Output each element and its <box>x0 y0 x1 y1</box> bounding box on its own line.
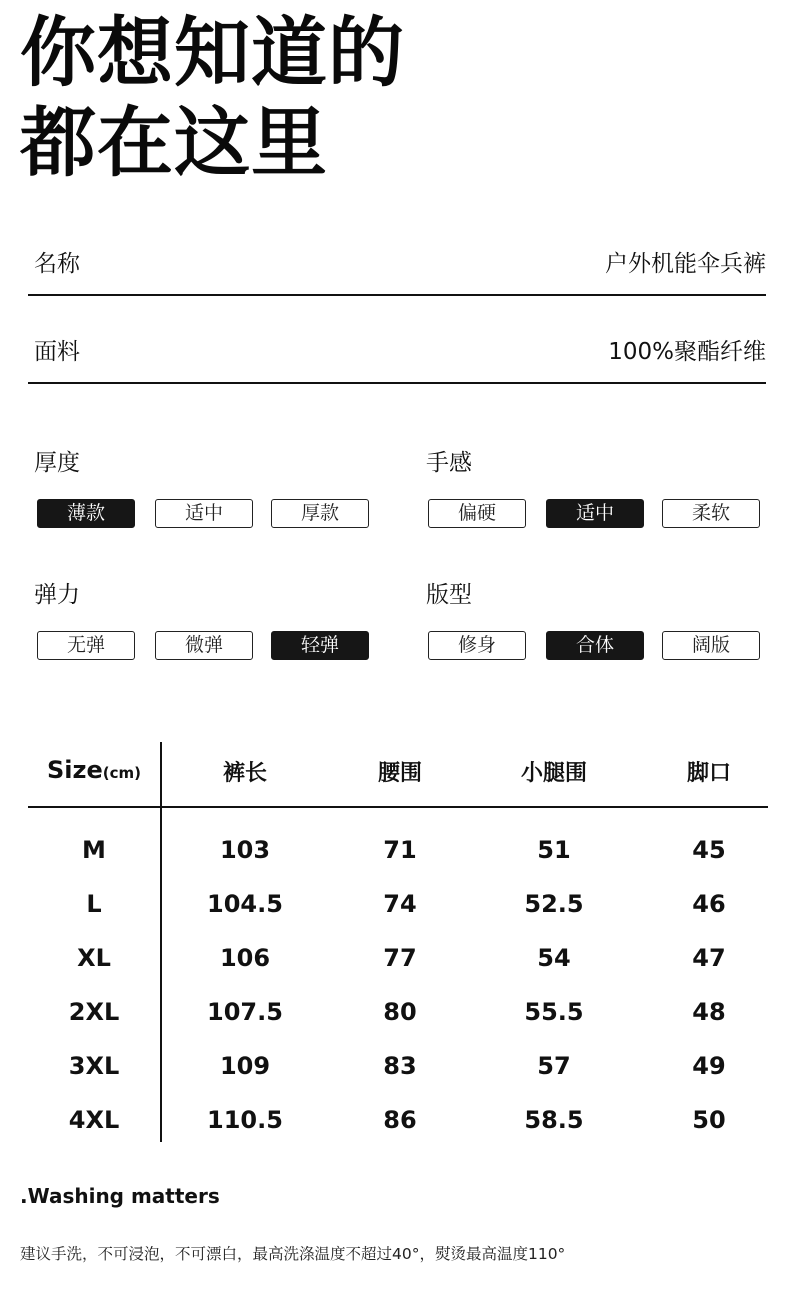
chip-thickness-0[interactable]: 薄款 <box>37 499 135 528</box>
attr-title-fit: 版型 <box>426 582 472 608</box>
hero-line-2: 都在这里 <box>20 98 328 187</box>
info-label: 面料 <box>34 339 80 365</box>
measure-cell: 71 <box>383 836 417 864</box>
measure-cell: 86 <box>383 1106 417 1134</box>
hero-title <box>20 8 405 188</box>
measure-cell: 103 <box>219 836 271 864</box>
size-cell: M <box>82 836 106 864</box>
info-value: 100%聚酯纤维 <box>608 339 766 365</box>
chip-fit-0[interactable]: 修身 <box>428 631 526 660</box>
column-header: 小腿围 <box>520 761 587 786</box>
measure-cell: 55.5 <box>524 998 584 1026</box>
size-cell: 4XL <box>68 1106 120 1134</box>
measure-cell: 46 <box>692 890 726 918</box>
chip-fit-2[interactable]: 阔版 <box>662 631 760 660</box>
chip-elasticity-1[interactable]: 微弹 <box>155 631 253 660</box>
size-label-text: Size <box>47 756 103 784</box>
column-header: 脚口 <box>686 761 731 786</box>
hero-line-1: 你想知道的 <box>20 8 405 97</box>
attr-title-elasticity: 弹力 <box>34 582 80 608</box>
measure-cell: 104.5 <box>207 890 283 918</box>
washing-title: .Washing matters <box>20 1184 220 1208</box>
measure-cell: 58.5 <box>524 1106 584 1134</box>
size-cell: 2XL <box>68 998 120 1026</box>
measure-cell: 47 <box>692 944 726 972</box>
measure-cell: 83 <box>383 1052 417 1080</box>
measure-cell: 54 <box>537 944 571 972</box>
chip-fit-1[interactable]: 合体 <box>546 631 644 660</box>
measure-cell: 48 <box>692 998 726 1026</box>
size-table-divider <box>160 742 162 1142</box>
size-unit-text: (cm) <box>102 764 141 782</box>
measure-cell: 77 <box>383 944 417 972</box>
info-label: 名称 <box>34 251 80 277</box>
size-cell: XL <box>77 944 111 972</box>
washing-instructions: 建议手洗，不可浸泡，不可漂白，最高洗涤温度不超过40°，熨烫最高温度110° <box>20 1245 566 1263</box>
chip-elasticity-2[interactable]: 轻弹 <box>271 631 369 660</box>
chip-feel-0[interactable]: 偏硬 <box>428 499 526 528</box>
measure-cell: 107.5 <box>207 998 283 1026</box>
info-row-name <box>28 236 766 296</box>
measure-cell: 57 <box>537 1052 571 1080</box>
chip-thickness-2[interactable]: 厚款 <box>271 499 369 528</box>
chip-feel-2[interactable]: 柔软 <box>662 499 760 528</box>
measure-cell: 74 <box>383 890 417 918</box>
measure-cell: 52.5 <box>524 890 584 918</box>
chip-thickness-1[interactable]: 适中 <box>155 499 253 528</box>
measure-cell: 110.5 <box>207 1106 283 1134</box>
measure-cell: 50 <box>692 1106 726 1134</box>
measure-cell: 106 <box>219 944 271 972</box>
measure-cell: 49 <box>692 1052 726 1080</box>
size-header-label <box>28 756 160 784</box>
info-value: 户外机能伞兵裤 <box>605 251 766 277</box>
chip-elasticity-0[interactable]: 无弹 <box>37 631 135 660</box>
info-row-fabric <box>28 324 766 384</box>
measure-cell: 51 <box>537 836 571 864</box>
size-cell: 3XL <box>68 1052 120 1080</box>
attr-title-thickness: 厚度 <box>34 450 80 476</box>
measure-cell: 45 <box>692 836 726 864</box>
size-cell: L <box>86 890 102 918</box>
measure-cell: 80 <box>383 998 417 1026</box>
chip-feel-1[interactable]: 适中 <box>546 499 644 528</box>
attr-title-feel: 手感 <box>426 450 472 476</box>
column-header: 腰围 <box>377 761 422 786</box>
column-header: 裤长 <box>222 761 267 786</box>
measure-cell: 109 <box>219 1052 271 1080</box>
